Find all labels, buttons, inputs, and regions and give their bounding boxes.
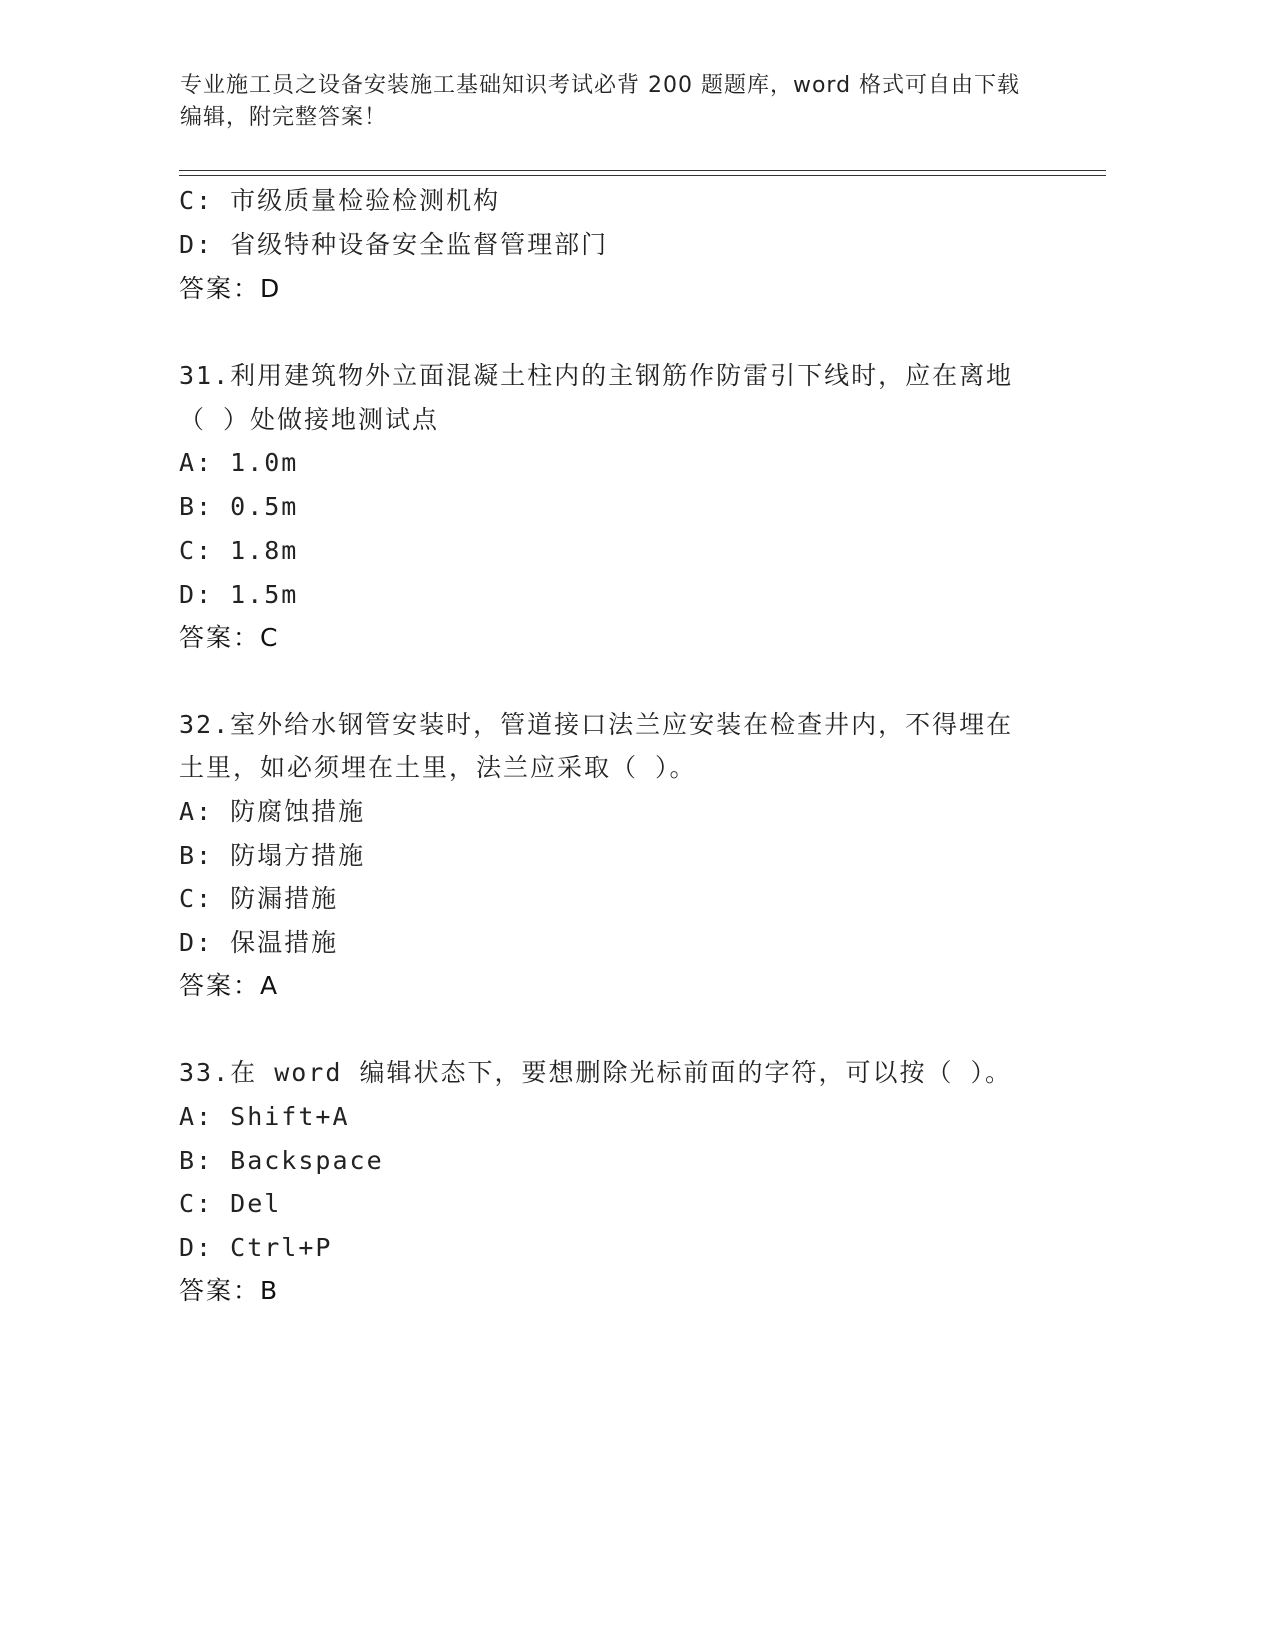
q31-stem-line-1: 31.利用建筑物外立面混凝土柱内的主钢筋作防雷引下线时，应在离地	[179, 361, 1014, 390]
q33-option-d: D: Ctrl+P	[179, 1233, 333, 1262]
q32-option-c: C: 防漏措施	[179, 884, 339, 913]
header-divider-bottom	[179, 175, 1106, 176]
q32-stem-line-2: 土里，如必须埋在土里，法兰应采取（ ）。	[179, 753, 697, 782]
q33-stem-line-1: 33.在 word 编辑状态下，要想删除光标前面的字符，可以按（ ）。	[179, 1058, 1013, 1087]
header-divider-top	[179, 170, 1106, 171]
q33-option-a: A: Shift+A	[179, 1102, 350, 1131]
q30-option-d: D: 省级特种设备安全监督管理部门	[179, 230, 609, 259]
q31-option-a: A: 1.0m	[179, 448, 299, 477]
header-line-2: 编辑，附完整答案！	[180, 105, 388, 130]
q32-option-a: A: 防腐蚀措施	[179, 797, 366, 826]
header-line-1: 专业施工员之设备安装施工基础知识考试必背 200 题题库，word 格式可自由下载	[180, 73, 1021, 98]
q31-option-c: C: 1.8m	[179, 536, 299, 565]
q31-stem-line-2: （ ）处做接地测试点	[179, 405, 440, 434]
q30-answer: 答案：D	[179, 274, 282, 303]
q30-option-c: C: 市级质量检验检测机构	[179, 186, 501, 215]
q32-stem-line-1: 32.室外给水钢管安装时，管道接口法兰应安装在检查井内，不得埋在	[179, 710, 1014, 739]
q31-option-d: D: 1.5m	[179, 580, 299, 609]
q32-answer: 答案：A	[179, 971, 280, 1000]
q32-option-d: D: 保温措施	[179, 928, 339, 957]
q33-answer: 答案：B	[179, 1276, 280, 1305]
document-header	[180, 70, 1060, 134]
q32-option-b: B: 防塌方措施	[179, 841, 366, 870]
q31-answer: 答案：C	[179, 623, 280, 652]
q31-option-b: B: 0.5m	[179, 492, 299, 521]
q33-option-c: C: Del	[179, 1189, 282, 1218]
q33-option-b: B: Backspace	[179, 1146, 384, 1175]
